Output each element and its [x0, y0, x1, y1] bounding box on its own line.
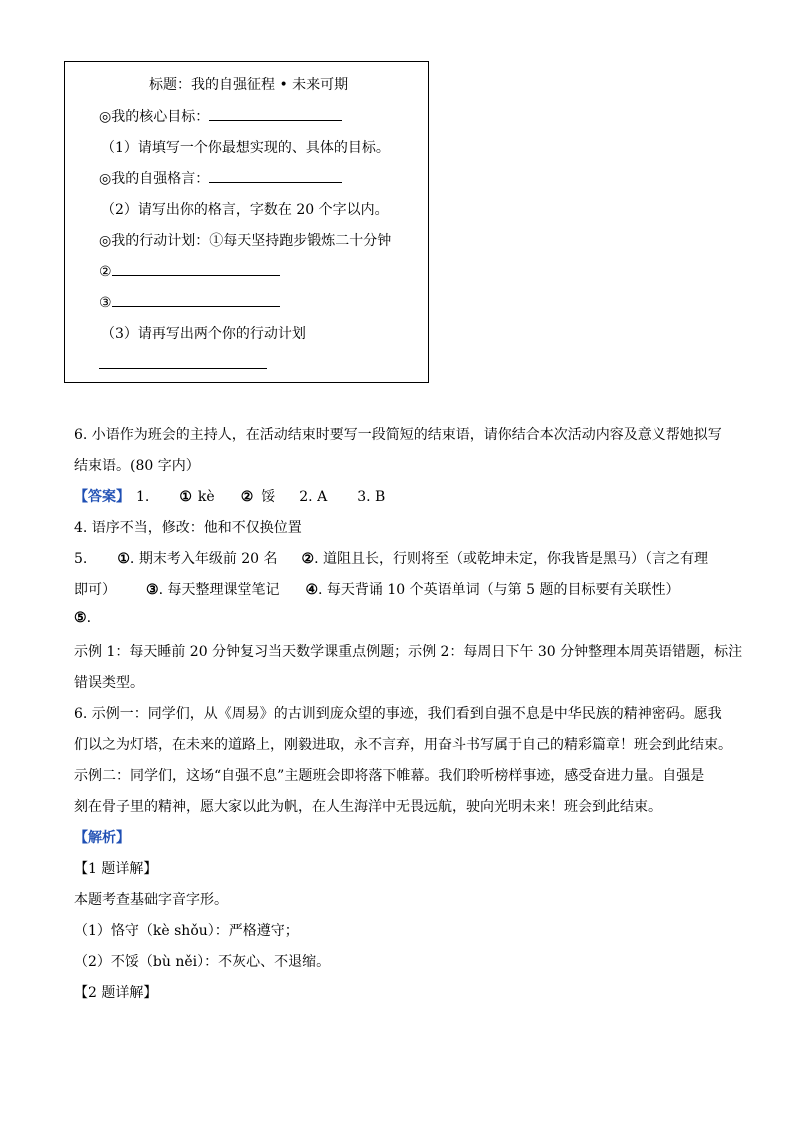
answer-1-item-2: 馁 [261, 489, 276, 505]
answer-5-item-2: . 道阻且长，行则将至（或乾坤未定，你我皆是黑马）（言之有理 [314, 551, 709, 567]
activity-form-box [64, 61, 429, 383]
q1-item-1: （1）恪守（kè shǒu）：严格遵守； [74, 923, 299, 939]
goal-blank [209, 106, 342, 121]
answer-1-circle-1: ① [179, 489, 192, 505]
answer-5-line2-start: 即可） [74, 582, 116, 598]
answer-5-item-1: . 期末考入年级前 20 名 [129, 551, 278, 567]
answer-3: 3. B [357, 489, 386, 505]
goal-label: ◎我的核心目标： [99, 109, 210, 125]
q1-header: 【1 题详解】 [74, 861, 158, 877]
motto-row [99, 168, 342, 188]
answer-5-item-3: . 每天整理课堂笔记 [158, 582, 280, 598]
plan-3-marker: ③ [99, 295, 112, 311]
answer-6-line-1: 6. 示例一：同学们，从《周易》的古训到庞众望的事迹，我们看到自强不息是中华民族的精神密码。愿我 [74, 706, 722, 722]
answer-5-prefix: 5. [74, 551, 88, 567]
plan-3-blank [112, 292, 280, 307]
answer-1-circle-2: ② [240, 489, 254, 505]
q6-line-1: 6. 小语作为班会的主持人，在活动结束时要写一段简短的结束语，请你结合本次活动内容及意义帮她拟写 [74, 427, 722, 443]
answer-5-row-2 [74, 579, 679, 599]
answer-6-line-3: 示例二：同学们，这场“自强不息”主题班会即将落下帷幕。我们聆听榜样事迹，感受奋进力量。自强是 [74, 768, 705, 784]
answer-5-row-1 [74, 548, 708, 568]
motto-blank [209, 168, 342, 183]
answer-5-circle-5: ⑤ [74, 610, 87, 626]
example-line-2: 错误类型。 [74, 675, 144, 691]
answer-6-line-2: 们以之为灯塔，在未来的道路上，刚毅进取，永不言弃，用奋斗书写属于自己的精彩篇章！班会到此结束。 [74, 737, 732, 753]
answer-5-item-4: . 每天背诵 10 个英语单词（与第 5 题的目标要有关联性） [318, 582, 680, 598]
answer-5-circle-3: ③ [146, 582, 159, 598]
answer-5-item-5: . [86, 610, 92, 626]
answer-row-1 [74, 486, 385, 506]
answer-1-prefix: 1. [136, 489, 150, 505]
answer-5-circle-1: ① [117, 551, 130, 567]
plan-2-row [99, 261, 280, 280]
plan-3-row [99, 292, 280, 311]
plan-2-marker: ② [99, 264, 112, 280]
example-line-1: 示例 1：每天睡前 20 分钟复习当天数学课重点例题；示例 2：每周日下午 30 分钟整理本周英语错题，标注 [74, 644, 743, 660]
answer-5-row-3 [74, 610, 91, 626]
answer-5-circle-2: ② [301, 551, 315, 567]
answer-4: 4. 语序不当，修改：他和不仅换位置 [74, 520, 302, 536]
answer-label: 【答案】 [74, 489, 130, 505]
answer-6-line-4: 刻在骨子里的精神，愿大家以此为帆，在人生海洋中无畏远航，驶向光明未来！班会到此结束。 [74, 799, 662, 815]
plan-note: （3）请再写出两个你的行动计划 [101, 326, 306, 342]
motto-note: （2）请写出你的格言，字数在 20 个字以内。 [101, 202, 389, 218]
q1-intro: 本题考查基础字音字形。 [74, 892, 228, 908]
goal-note: （1）请填写一个你最想实现的、具体的目标。 [101, 140, 390, 156]
analysis-label: 【解析】 [74, 830, 130, 846]
answer-2: 2. A [299, 489, 328, 505]
plan-2-blank [112, 261, 280, 276]
motto-label: ◎我的自强格言： [99, 171, 210, 187]
q2-header: 【2 题详解】 [74, 985, 158, 1001]
goal-row [99, 106, 342, 126]
plan-label: ◎我的行动计划：①每天坚持跑步锻炼二十分钟 [99, 233, 392, 249]
plan-note-blank [99, 354, 267, 369]
form-title: 标题：我的自强征程 • 未来可期 [149, 77, 349, 93]
q6-line-2: 结束语。(80 字内） [74, 458, 200, 474]
answer-5-circle-4: ④ [305, 582, 319, 598]
plan-note-row [99, 354, 267, 373]
answer-1-item-1: kè [197, 489, 215, 505]
q1-item-2: （2）不馁（bù něi）：不灰心、不退缩。 [74, 954, 331, 970]
